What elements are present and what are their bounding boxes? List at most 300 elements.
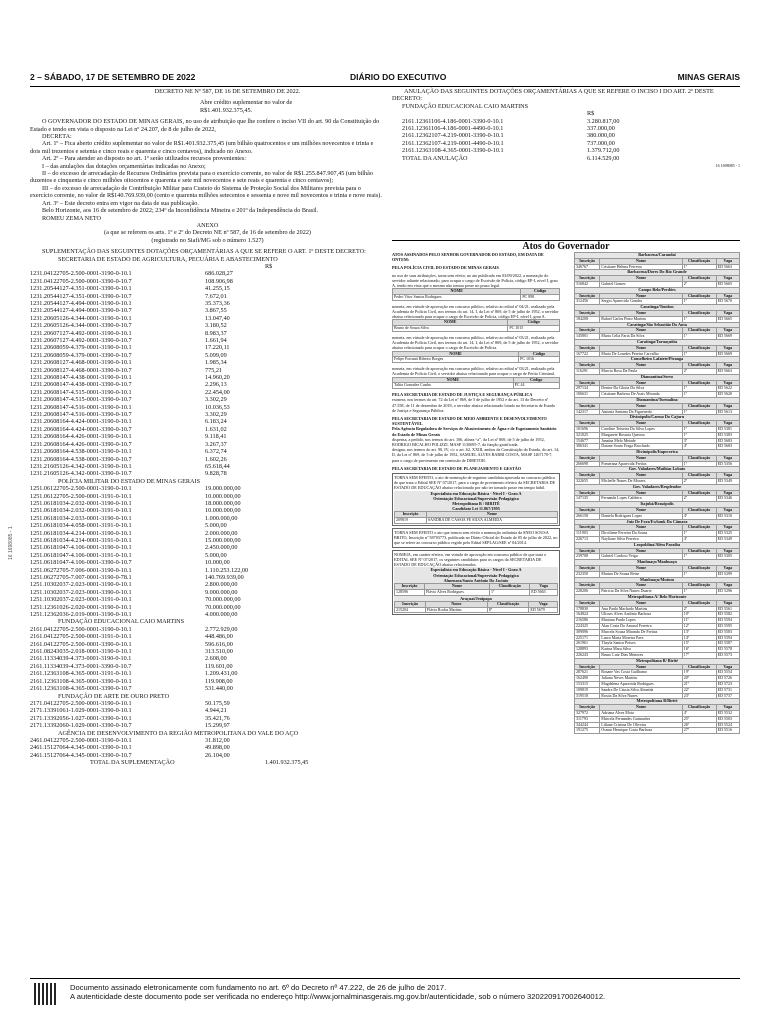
article-3: Art. 3º – Este decreto entra em vigor na data de sua publicação. <box>42 199 199 207</box>
budget-row <box>30 752 385 759</box>
budget-code: 1231.20608147-4.438-0001-3390-0-10.7 <box>30 381 132 389</box>
budget-value: 2.608,00 <box>205 655 227 663</box>
table-header-cell: Classificação <box>682 705 716 711</box>
table-cell: 216586 <box>575 618 600 624</box>
table-header-cell: Inscrição <box>575 455 600 461</box>
table-cell: ED 5349 <box>716 537 739 543</box>
decree-summary: Abre crédito suplementar no valor de R$1.401.932.375,45. <box>200 99 293 114</box>
table-cell: 14º <box>682 635 716 641</box>
table-header-cell: Inscrição <box>575 380 600 386</box>
table-row <box>395 589 558 595</box>
table-cell: 321025 <box>575 432 600 438</box>
table-cell: ED 5665 <box>716 281 739 287</box>
acts-box-2 <box>392 528 560 548</box>
table-cell: ED 5516 <box>716 728 739 734</box>
region-name: Metropolitana B/Birité <box>575 699 740 705</box>
budget-row <box>30 270 385 277</box>
table-cell: ED 5613 <box>716 409 739 415</box>
budget-code: 2171.04122705-2.500-0001-3190-0-10.1 <box>30 699 132 707</box>
region-name: Diamantina/Serro <box>575 374 740 380</box>
budget-value: 35.373,36 <box>205 299 230 307</box>
annulment-title: ANULAÇÃO DAS SEGUINTES DOTAÇÕES ORÇAMENTÁRIAS A QUE SE REFERE O INCISO I DO ART. 2º DESTE DECRETO: <box>392 88 714 103</box>
budget-row <box>30 737 385 744</box>
table-header-cell: Inscrição <box>575 548 600 554</box>
table-cell: Inscrição <box>395 512 427 518</box>
budget-value: 3.280.817,00 <box>587 117 620 125</box>
budget-code: 2161.12361106-4.186-0001-4490-0-10.1 <box>402 125 504 133</box>
table-cell: Magdalena Aparecida Rodrigues <box>600 681 682 687</box>
budget-value: 140.769.939,00 <box>205 574 244 581</box>
table-cell: ED 5663 <box>716 368 739 374</box>
table-cell: Ana Paula Machado Martins <box>600 606 682 612</box>
table-cell: Gabriel Cardoso Veiga <box>600 554 682 560</box>
table-header-cell: Nome <box>600 583 682 589</box>
table-cell: ED 5573 <box>716 652 739 658</box>
table-cell: 226243 <box>575 652 600 658</box>
table-cell: ED 5325 <box>716 531 739 537</box>
footer-line-1: Documento assinado eletronicamente com fundamento no art. 6º do Decreto nº 47.222, de 26 de julho de 2017. <box>70 983 447 992</box>
acts-title: Atos do Governador <box>522 241 610 252</box>
table-header-cell: Inscrição <box>575 566 600 572</box>
table-cell: 12º <box>682 624 716 630</box>
acts-intro: ATOS ASSINADOS PELO SENHOR GOVERNADOR DO ESTADO, EM DATA DE ONTEM: <box>392 252 544 263</box>
budget-value: 10.000.000,00 <box>205 492 241 500</box>
table-cell: Thayla Santos Peixes <box>600 641 682 647</box>
budget-row <box>30 352 385 359</box>
table-header-cell: Inscrição <box>575 525 600 531</box>
budget-row <box>30 544 385 551</box>
table-header-cell: Classificação <box>682 583 716 589</box>
acts-table-3 <box>392 351 560 364</box>
table-cell: 1º <box>682 351 716 357</box>
table-cell: Rosane Vas Costa Guilhamo <box>600 670 682 676</box>
table-cell: ED 5299 <box>716 571 739 577</box>
annex-ref: (a que se referem os arts. 1º e 2º do Decreto NE nº 587, de 16 de setembro de 2022) <box>104 229 311 237</box>
budget-row <box>30 330 385 337</box>
category-line: Almenara/Santo Antônio Do Jacinto <box>394 578 558 583</box>
table-cell: 1º <box>682 334 716 340</box>
budget-code: 2161.11334039-4.373-0001-3390-0-10.7 <box>30 662 132 670</box>
table-cell: ED 5731 <box>716 687 739 693</box>
table-cell: Classificação <box>490 583 530 589</box>
budget-value: 9.828,78 <box>205 470 227 478</box>
budget-row <box>30 500 385 507</box>
table-cell: Pedro Vitor Santos Rodrigues <box>393 295 521 301</box>
table-cell: 346767 <box>575 264 600 270</box>
budget-row <box>30 404 385 411</box>
table-cell: 128596 <box>395 589 425 595</box>
budget-value: 19.000.000,00 <box>205 485 241 493</box>
table-cell: 4º <box>682 710 716 716</box>
table-header-cell: Nome <box>600 705 682 711</box>
region-name: Divinópolis/Carmo Do Cajuru <box>575 415 740 421</box>
section-agriculture: SECRETARIA DE ESTADO DE AGRICULTURA, PECUÁRIA E ABASTECIMENTO <box>58 255 278 263</box>
budget-row <box>30 426 385 433</box>
budget-code: 1251.06272705-7.007-0001-3190-0-78.1 <box>30 574 132 581</box>
table-cell: Código <box>513 377 559 383</box>
budget-value: 4.944,21 <box>205 707 227 715</box>
table-header-cell: Nome <box>600 421 682 427</box>
table-cell: 228206 <box>575 589 600 595</box>
table-header-cell: Vaga <box>716 490 739 496</box>
table-row <box>393 383 560 389</box>
table-header-cell: Classificação <box>682 380 716 386</box>
budget-code: 2171.13392056-1.027-0001-3390-0-10.1 <box>30 714 132 722</box>
budget-value: 65.618,44 <box>205 462 230 470</box>
acts-paragraph-6: dispensa, a pedido, nos termos do art. 106, alínea “a”, da Lei nº 869, de 5 de julho de 1952, RODRIGO BICALHO POLIZZI, MASP 1130695-7, da função gratificada. <box>392 436 545 448</box>
table-cell: ED 5663 <box>716 264 739 270</box>
budget-code: 1251.06181047-4.106-0001-3191-0-10.1 <box>30 551 132 559</box>
table-cell: 225171 <box>575 635 600 641</box>
table-cell: Janaína Melo Metade <box>600 438 682 444</box>
budget-code: 2461.04122705-2.500-0001-3190-0-10.1 <box>30 736 132 744</box>
table-cell: 13º <box>682 629 716 635</box>
budget-value: 49.898,00 <box>205 744 230 752</box>
region-name: Campo Belo/Perdões <box>575 287 740 293</box>
region-name: Diamantina/Turmalina <box>575 397 740 403</box>
table-cell: Juliana Neves Martins <box>600 676 682 682</box>
table-cell: Bruno de Souza Silva <box>393 326 508 332</box>
budget-row <box>30 293 385 300</box>
table-cell: Vaga <box>530 583 558 589</box>
budget-value: 3.180,52 <box>205 322 227 330</box>
budget-code: 1231.20608164-4.538-0001-3390-0-10.7 <box>30 455 132 463</box>
acts-box-3-text: NOMEIA, em caráter efetivo, em virtude de aprovação em concurso público de que trata o EDITAL SEE Nº 07/2017, os seguintes candidatos para os cargos da SECRETARIA DE ESTADO DE EDUCAÇÃO abaixo relacionados. <box>394 551 547 568</box>
table-row <box>393 357 560 363</box>
budget-value: 686.028,27 <box>205 270 233 278</box>
budget-value: 15.000.000,00 <box>205 536 241 544</box>
budget-value: 10.000,00 <box>205 559 230 567</box>
page-footer <box>30 978 740 1007</box>
budget-value: 70.000.000,00 <box>205 603 241 611</box>
table-cell: Talita Gonzalez Cunha <box>393 383 514 389</box>
table-cell: ED 5578 <box>716 647 739 653</box>
table-header-cell: Vaga <box>716 345 739 351</box>
table-cell: ED 5346 <box>716 496 739 502</box>
table-cell: Felipe Fortunti Ribeiro Borges <box>393 357 519 363</box>
table-header-cell: Vaga <box>716 508 739 514</box>
budget-value: 2.800.000,00 <box>205 581 238 589</box>
table-cell: 344244 <box>575 722 600 728</box>
budget-code: 2461.15127064-4.345-0001-3390-0-10.7 <box>30 751 132 759</box>
supplement-total <box>30 759 385 766</box>
table-cell: Margarete Rosaria Queiroz <box>600 432 682 438</box>
budget-row <box>392 125 740 132</box>
table-header-cell: Classificação <box>682 345 716 351</box>
budget-code: 2161.12363108-4.365-0001-3191-0-10.1 <box>30 670 132 678</box>
region-name: Conselheiro Lafaiete/Piranga <box>575 357 740 363</box>
supplement-total-label: TOTAL DA SUPLEMENTAÇÃO <box>90 759 175 767</box>
table-header-cell: Inscrição <box>575 328 600 334</box>
table-cell: 1º <box>682 316 716 322</box>
budget-value: 17.220,11 <box>205 344 230 352</box>
budget-row <box>30 389 385 396</box>
budget-value: 18.000.000,00 <box>205 499 241 507</box>
table-header-cell: Inscrição <box>575 600 600 606</box>
budget-value: 8.983,37 <box>205 329 227 337</box>
acts-box-3 <box>392 550 560 616</box>
budget-row <box>30 448 385 455</box>
region-name: Manhuaçu/Manhuaçu <box>575 560 740 566</box>
budget-value: 13.047,40 <box>205 314 230 322</box>
budget-value: 1.209.431,00 <box>205 670 238 678</box>
table-header-cell: Classificação <box>682 508 716 514</box>
table-cell: Flávio Alves Rodrigues <box>424 589 489 595</box>
table-header-cell: Nome <box>600 363 682 369</box>
table-header-cell: Classificação <box>682 258 716 264</box>
table-header-cell: Inscrição <box>575 473 600 479</box>
table-cell: PC 898 <box>521 295 560 301</box>
section-vale-aco: AGÊNCIA DE DESENVOLVIMENTO DA REGIÃO METROPOLITANA DO VALE DO AÇO <box>58 729 299 737</box>
acts-box-1 <box>392 473 560 526</box>
table-header-cell: Vaga <box>716 473 739 479</box>
table-cell: Ulisses Alves Antônio Barbosa <box>600 612 682 618</box>
budget-value: 1.661,94 <box>205 337 227 344</box>
table-cell: 312456 <box>575 299 600 305</box>
acts-box-3-region: Araçuaí/Jenipapo <box>394 596 558 601</box>
table-cell: 311793 <box>575 716 600 722</box>
table-header-cell: Classificação <box>682 455 716 461</box>
budget-row <box>30 315 385 322</box>
budget-row <box>392 140 740 147</box>
table-cell: 1º <box>682 571 716 577</box>
budget-row <box>30 670 385 677</box>
table-cell: Daiane Souto Fraga Brochado <box>600 444 682 450</box>
table-cell: 111903 <box>575 531 600 537</box>
section-caio-martins: FUNDAÇÃO EDUCACIONAL CAIO MARTINS <box>58 618 185 626</box>
budget-code: 1231.20608164-4.538-0001-3190-0-10.1 <box>30 448 132 456</box>
budget-code: 1231.20608147-4.515-0001-3190-0-10.1 <box>30 388 132 396</box>
table-header-cell: Inscrição <box>575 276 600 282</box>
table-cell: ED 5554 <box>716 670 739 676</box>
table-cell: 145801 <box>575 334 600 340</box>
table-cell: Fernanda Lopes Caldeira <box>600 496 682 502</box>
table-cell: Maria Celia Faria Da Silva <box>600 334 682 340</box>
budget-code: 1231.20608164-4.426-0001-3390-0-10.7 <box>30 440 132 448</box>
acts-arsae-heading: Pela Agência Reguladora de Serviços de Abastecimento de Água e de Esgotamento Sanitário do Estado de Minas Gerais <box>392 426 557 437</box>
budget-row <box>392 147 740 154</box>
table-cell: Nome <box>425 601 487 607</box>
budget-value: 6.183,24 <box>205 418 227 426</box>
table-cell: Vaga <box>529 601 558 607</box>
footer-text <box>70 983 605 1001</box>
budget-value: 35.421,76 <box>205 714 230 722</box>
table-cell: 261961 <box>575 641 600 647</box>
table-header-cell: Inscrição <box>575 258 600 264</box>
table-cell: ED 5726 <box>716 676 739 682</box>
table-cell: Bruno Luiz Dias Menezes <box>600 652 682 658</box>
table-cell: 4º <box>682 513 716 519</box>
table-cell: ED 5583 <box>716 629 739 635</box>
table-cell: Daniela Rodrigues Lopes <box>600 513 682 519</box>
budget-code: 1231.20608147-4.515-0001-3390-0-10.7 <box>30 396 132 404</box>
table-cell: 2º <box>682 606 716 612</box>
budget-row <box>30 307 385 314</box>
decree-title: DECRETO NE Nº 587, DE 16 DE SETEMBRO DE 2022. <box>154 88 301 95</box>
table-cell: 22º <box>682 687 716 693</box>
budget-value: 380.000,00 <box>587 132 615 140</box>
table-cell: ED 5665 <box>716 316 739 322</box>
budget-code: 1251.06181034-4.058-0001-3191-0-10.1 <box>30 522 132 530</box>
budget-value: 14.960,20 <box>205 374 230 382</box>
budget-value: 2.450.000,00 <box>205 544 238 552</box>
table-cell: SANDRA DE CASSIA FE SILVA ALMEIDA <box>426 518 557 524</box>
budget-value: 1.379.712,00 <box>587 147 620 155</box>
table-cell: Flávia Rocha Martins <box>425 607 487 613</box>
table-cell: 224325 <box>575 624 600 630</box>
table-cell: 191275 <box>575 728 600 734</box>
budget-row <box>30 589 385 596</box>
budget-value: 1.631,02 <box>205 425 227 433</box>
table-cell: 306341 <box>575 444 600 450</box>
budget-value: 50.175,59 <box>205 699 230 707</box>
budget-row <box>30 530 385 537</box>
article-1: Art. 1º – Fica aberto crédito suplementar no valor de R$1.401.932.375,45 (um bilhão quatrocentos e um milhões novecentos e trinta e dois mil trezentos e setenta e cinco reais e quarenta e cinco centavos), indicado no Anexo. <box>30 140 374 155</box>
budget-row <box>30 707 385 714</box>
budget-row <box>30 515 385 522</box>
budget-value: 10.036,53 <box>205 403 230 411</box>
table-cell: Cristiane Barbosa De Assis Miranda <box>600 392 682 398</box>
budget-value: 1.000.000,00 <box>205 514 238 522</box>
budget-value: 10.000.000,00 <box>205 507 241 515</box>
table-cell: 16º <box>682 647 716 653</box>
table-cell: 1º <box>682 589 716 595</box>
table-header-cell: Inscrição <box>575 705 600 711</box>
budget-code: 1251.06181034-2.032-0001-3191-0-10.1 <box>30 507 132 515</box>
table-cell: 178830 <box>575 606 600 612</box>
budget-row <box>30 574 385 581</box>
signature: ROMEU ZEMA NETO <box>42 214 102 222</box>
table-cell: ED 5524 <box>716 722 739 728</box>
table-header-cell: Nome <box>600 664 682 670</box>
table-cell: Sergio Aparecido Gandra <box>600 299 682 305</box>
side-ref: 16 1698085 - 1 <box>8 526 14 560</box>
budget-value: 5.099,09 <box>205 351 227 359</box>
region-name: Leopoldina/Além Paraíba <box>575 542 740 548</box>
table-cell: ED 5561 <box>716 606 739 612</box>
budget-value: 313.510,00 <box>205 648 233 656</box>
table-cell: Pomerana Aparecida Freitas <box>600 461 682 467</box>
budget-row <box>30 418 385 425</box>
budget-value: 26.104,00 <box>205 751 230 759</box>
table-header-cell: Classificação <box>682 421 716 427</box>
article-2: Art. 2º – Para atender ao disposto no art. 1º serão utilizados recursos provenientes: <box>42 155 247 163</box>
budget-row <box>30 381 385 388</box>
budget-row <box>30 567 385 574</box>
budget-row <box>30 663 385 670</box>
table-header-cell: Classificação <box>682 310 716 316</box>
region-name: Caratinga/São Sebastião Do Anta <box>575 322 740 328</box>
table-cell: NOME <box>393 289 521 295</box>
table-cell: ED 5305 <box>716 554 739 560</box>
budget-value: 337.000,00 <box>587 125 615 133</box>
budget-row <box>30 641 385 648</box>
supplement-total-value: 1.401.932.375,45 <box>265 759 309 767</box>
table-cell: ED 5683 <box>716 438 739 444</box>
table-cell: Classificação <box>487 601 529 607</box>
table-header-cell: Classificação <box>682 566 716 572</box>
budget-row <box>30 537 385 544</box>
table-cell: Adriana Alves Mota <box>600 710 682 716</box>
table-header-cell: Classificação <box>682 600 716 606</box>
table-cell: ED 5669 <box>716 334 739 340</box>
table-cell: 1º <box>682 409 716 415</box>
table-cell: 297134 <box>575 386 600 392</box>
table-cell: Marcela Fernandes Guimarães <box>600 716 682 722</box>
table-header-cell: Classificação <box>682 525 716 531</box>
acts-right-column <box>574 252 740 734</box>
table-cell: NOME <box>393 320 508 326</box>
budget-row <box>30 552 385 559</box>
table-cell: ED 5383 <box>716 432 739 438</box>
table-header-cell: Vaga <box>716 566 739 572</box>
table-header-cell: Inscrição <box>575 293 600 299</box>
table-cell: PC 44 <box>513 383 559 389</box>
budget-row <box>30 359 385 366</box>
region-name: Metropolitana A/ Belo Horizonte <box>575 595 740 601</box>
budget-value: 775,21 <box>205 366 223 374</box>
table-header-cell: Vaga <box>716 380 739 386</box>
table-cell: ED 5532 <box>716 710 739 716</box>
table-header-cell: Vaga <box>716 583 739 589</box>
budget-value: 3.302,29 <box>205 411 227 419</box>
table-header-cell: Inscrição <box>575 421 600 427</box>
acts-justice-heading: PELA SECRETARIA DE ESTADO DE JUSTIÇA E SEGURANÇA PÚBLICA <box>392 392 533 398</box>
table-cell: ED 5683 <box>716 444 739 450</box>
table-cell: PC 1016 <box>519 357 560 363</box>
budget-value: 31.812,00 <box>205 736 230 744</box>
acts-box-1-table <box>394 511 558 524</box>
table-header-cell: Inscrição <box>575 583 600 589</box>
region-name: Barbacena/Dores Do Rio Grande <box>575 270 740 276</box>
category-line: Orientação Educacional/Supervisão Pedagógica <box>394 496 558 501</box>
budget-row <box>30 300 385 307</box>
table-cell: Nome <box>424 583 489 589</box>
annulment-total <box>392 155 740 162</box>
table-cell: 20º <box>682 676 716 682</box>
budget-code: 1251.06181047-4.106-0001-3390-0-10.7 <box>30 559 132 567</box>
budget-code: 1231.20605126-4.344-0001-3390-0-10.7 <box>30 322 132 330</box>
category-line: Especialista em Educação Básica - Nível I - Grau A <box>394 491 558 496</box>
table-cell: NOME <box>393 377 514 383</box>
table-cell: 184208 <box>575 316 600 322</box>
region-name: Metropolitana B/ Birité <box>575 658 740 664</box>
budget-row <box>392 118 740 125</box>
table-cell: 1º <box>682 264 716 270</box>
budget-value: 41.255,15 <box>205 285 230 293</box>
budget-row <box>30 441 385 448</box>
table-cell: 2º <box>682 479 716 485</box>
table-header-cell: Vaga <box>716 403 739 409</box>
table-header-cell: Nome <box>600 380 682 386</box>
section-ouro-preto: FUNDAÇÃO DE ARTE DE OURO PRETO <box>58 692 170 700</box>
table-cell: 3º <box>682 438 716 444</box>
budget-row <box>392 132 740 139</box>
budget-value: 1.985,34 <box>205 359 227 367</box>
agriculture-rows <box>30 270 385 477</box>
budget-code: 1251.06181034-4.214-0001-3190-0-10.1 <box>30 529 132 537</box>
table-header-cell: Nome <box>600 548 682 554</box>
table-cell: Patricia Da Silva Nunes Duarte <box>600 589 682 595</box>
budget-code: 1231.21605126-4.342-0001-3190-0-10.1 <box>30 462 132 470</box>
table-cell: 215204 <box>395 607 426 613</box>
table-header-cell: Inscrição <box>575 490 600 496</box>
budget-code: 1251.06122705-2.500-0001-3190-0-10.1 <box>30 485 132 493</box>
budget-code: 2161.04122705-2.500-0001-3190-0-10.1 <box>30 625 132 633</box>
table-cell: ED 5670 <box>716 299 739 305</box>
annulment-total-label: TOTAL DA ANULAÇÃO <box>402 154 468 162</box>
budget-row <box>30 700 385 707</box>
